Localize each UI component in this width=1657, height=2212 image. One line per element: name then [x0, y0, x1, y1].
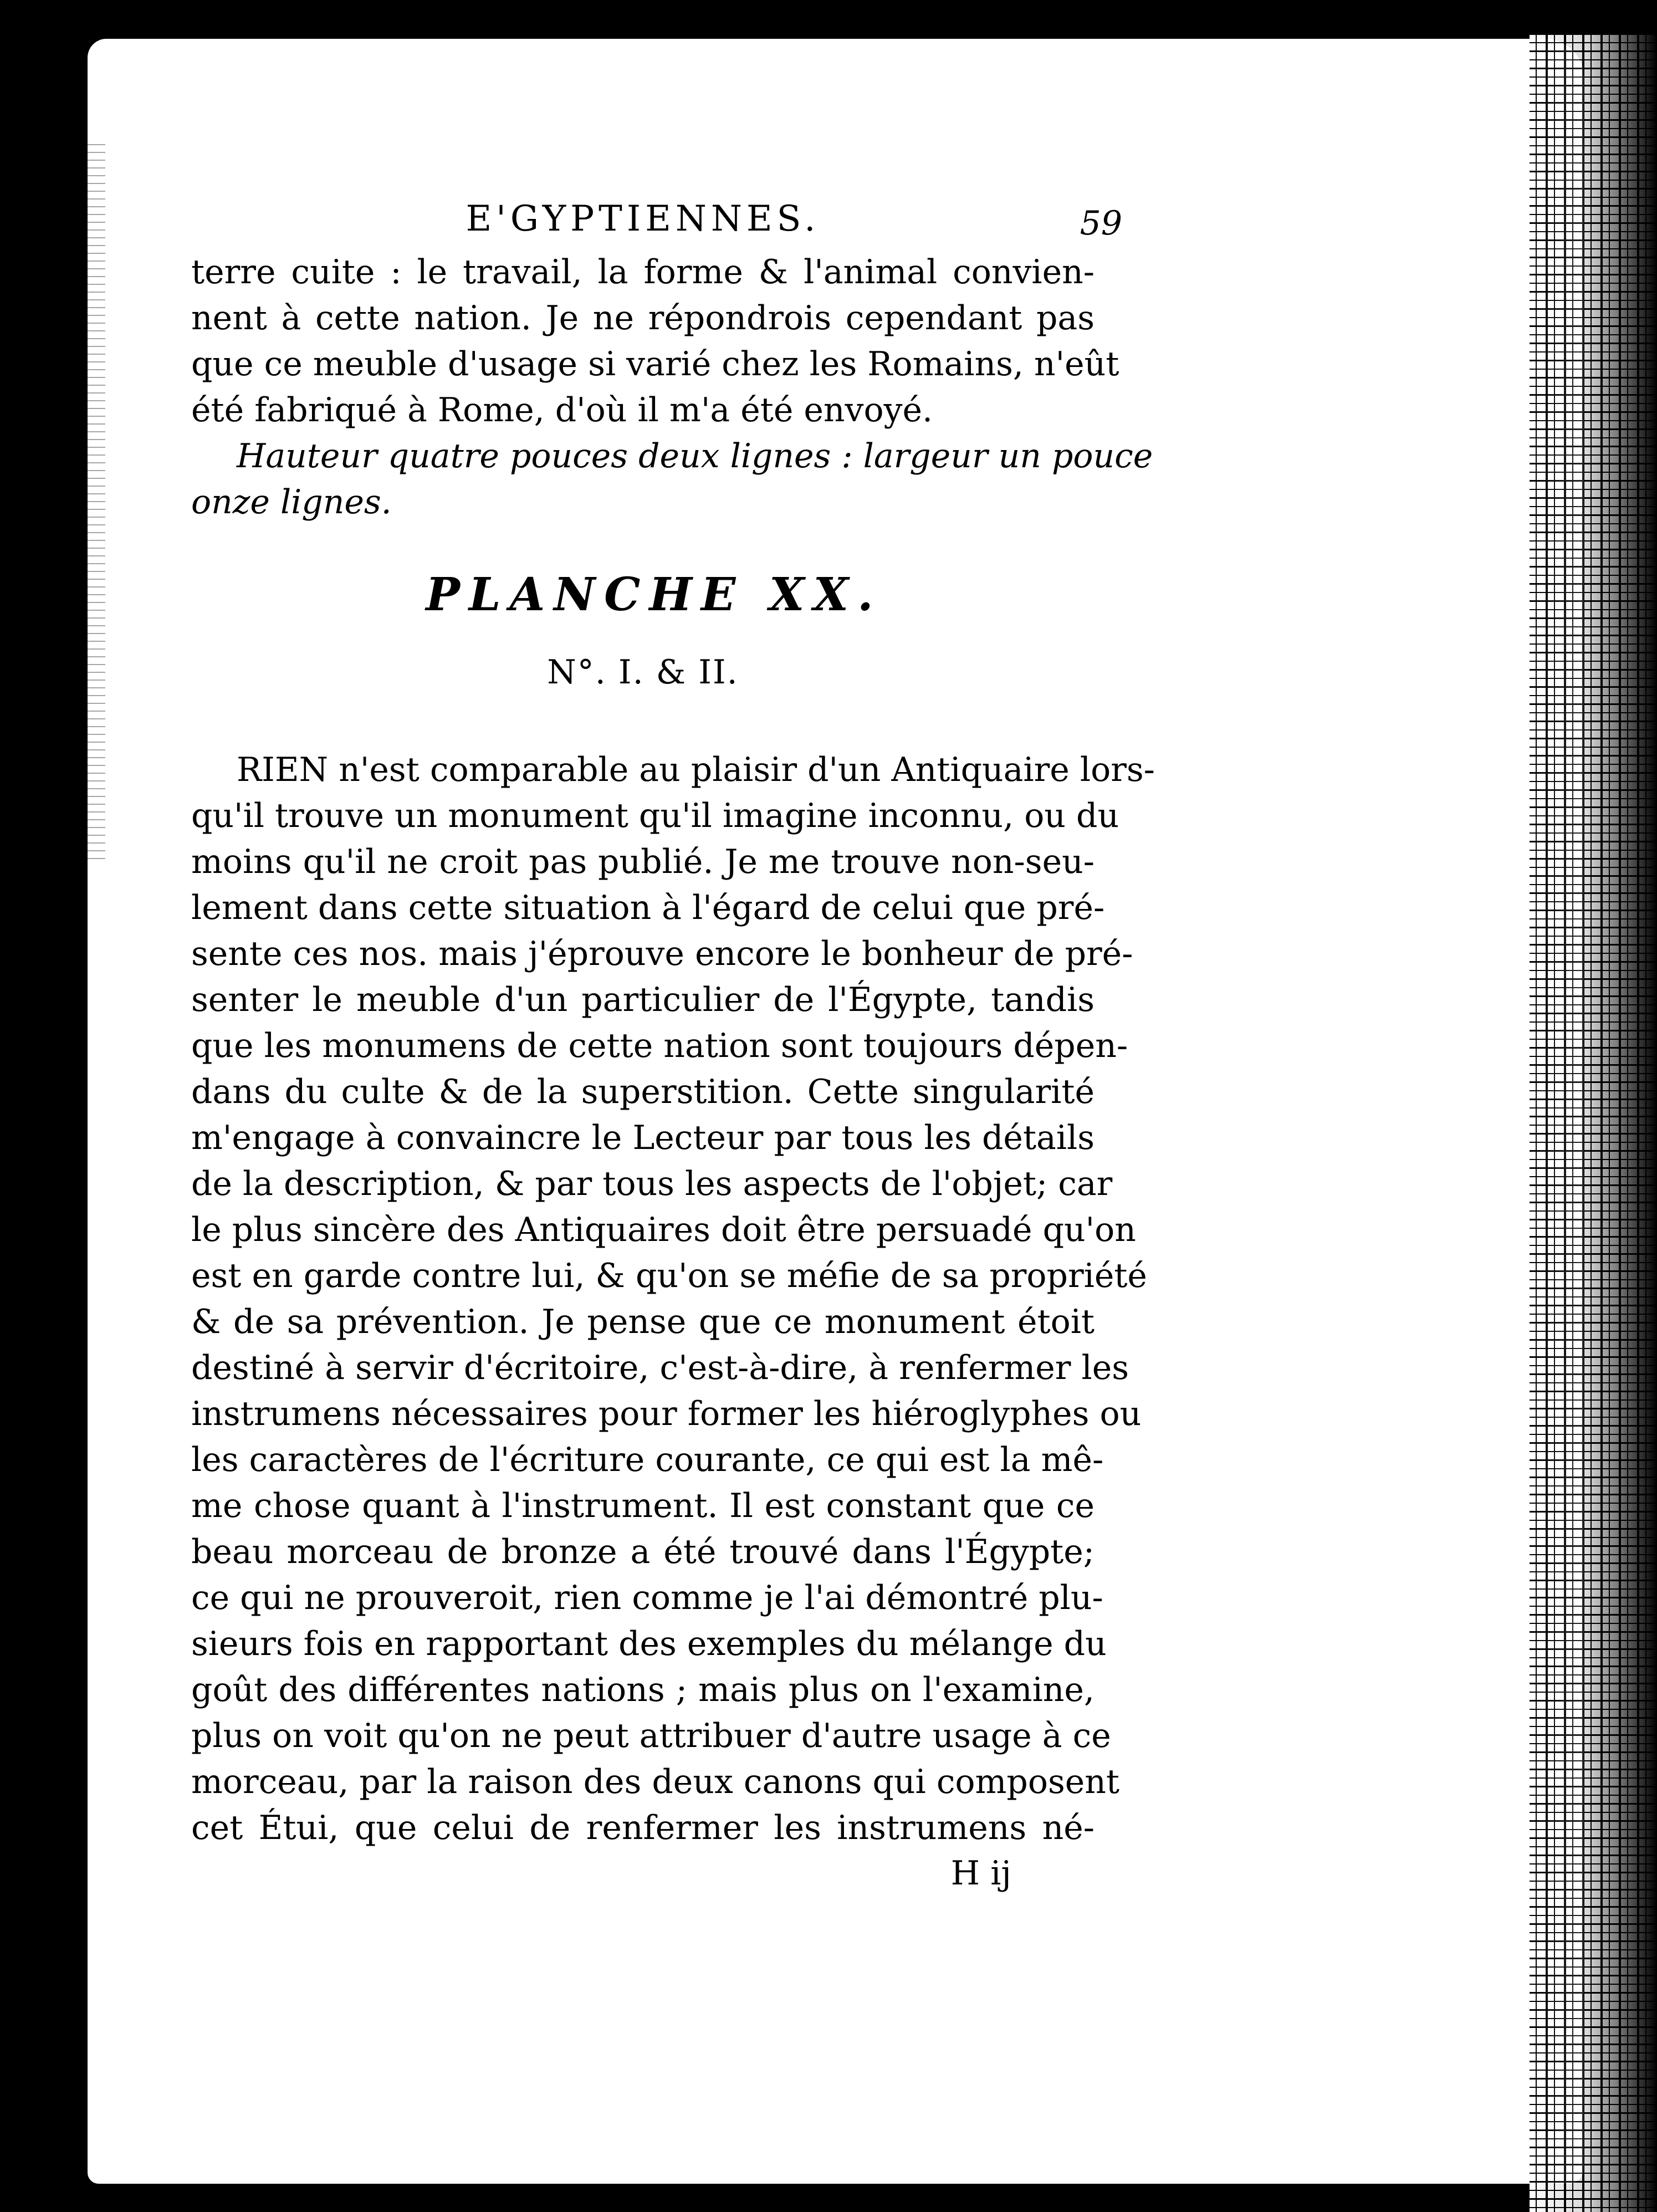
- text-line: nent à cette nation. Je ne répondrois cependant pas: [191, 299, 1095, 338]
- plate-subtitle: N°. I. & II.: [547, 653, 739, 692]
- text-line: été fabriqué à Rome, d'où il m'a été envoyé.: [191, 391, 933, 430]
- text-line: plus on voit qu'on ne peut attribuer d'autre usage à ce: [191, 1717, 1111, 1755]
- text-line: ce qui ne prouveroit, rien comme je l'ai démontré plu-: [191, 1578, 1103, 1617]
- text-line: goût des différentes nations ; mais plus on l'examine,: [191, 1671, 1095, 1709]
- text-line: me chose quant à l'instrument. Il est constant que ce: [191, 1486, 1095, 1525]
- catchword-signature: H ij: [950, 1854, 1011, 1893]
- text-line: beau morceau de bronze a été trouvé dans l'Égypte;: [191, 1532, 1095, 1571]
- text-line: qu'il trouve un monument qu'il imagine inconnu, ou du: [191, 796, 1119, 835]
- text-line: que ce meuble d'usage si varié chez les Romains, n'eût: [191, 345, 1119, 384]
- text-line: & de sa prévention. Je pense que ce monument étoit: [191, 1302, 1095, 1341]
- text-line: cet Étui, que celui de renfermer les instrumens né-: [191, 1809, 1095, 1847]
- text-line: les caractères de l'écriture courante, ce qui est la mê-: [191, 1440, 1104, 1479]
- text-line: dans du culte & de la superstition. Cette singularité: [191, 1072, 1095, 1111]
- text-line: de la description, & par tous les aspects de l'objet; car: [191, 1164, 1113, 1203]
- page-number: 59: [1080, 204, 1122, 243]
- continuation-paragraph: [191, 249, 1119, 433]
- text-line: est en garde contre lui, & qu'on se méfie de sa propriété: [191, 1256, 1147, 1295]
- text-line: le plus sincère des Antiquaires doit être persuadé qu'on: [191, 1210, 1136, 1249]
- plate-title: PLANCHE XX.: [426, 568, 882, 621]
- running-head: [191, 191, 1122, 249]
- text-line: sente ces nos. mais j'éprouve encore le bonheur de pré-: [191, 934, 1133, 973]
- gutter-speckle: [83, 139, 105, 859]
- text-line: Hauteur quatre pouces deux lignes : largeur un pouce: [237, 437, 1153, 476]
- text-line: onze lignes.: [191, 483, 392, 522]
- body-paragraph: [191, 747, 1155, 1851]
- text-line: sieurs fois en rapportant des exemples du mélange du: [191, 1624, 1107, 1663]
- text-line: lement dans cette situation à l'égard de celui que pré-: [191, 888, 1105, 927]
- text-line: m'engage à convaincre le Lecteur par tous les détails: [191, 1118, 1095, 1157]
- text-line: morceau, par la raison des deux canons qui composent: [191, 1763, 1120, 1801]
- text-line: senter le meuble d'un particulier de l'Égypte, tandis: [191, 980, 1095, 1019]
- text-line: RIEN n'est comparable au plaisir d'un Antiquaire lors-: [237, 750, 1155, 789]
- paper-deckle-edge: [1530, 33, 1657, 2212]
- text-line: destiné à servir d'écritoire, c'est-à-dire, à renfermer les: [191, 1348, 1129, 1387]
- text-line: moins qu'il ne croit pas publié. Je me trouve non-seu-: [191, 842, 1095, 881]
- text-line: terre cuite : le travail, la forme & l'animal convien-: [191, 253, 1095, 292]
- running-title: E'GYPTIENNES.: [466, 198, 820, 239]
- dimensions-note: [191, 433, 1153, 525]
- text-block: [191, 191, 1155, 1896]
- text-line: que les monumens de cette nation sont toujours dépen-: [191, 1026, 1128, 1065]
- text-line: instrumens nécessaires pour former les hiéroglyphes ou: [191, 1394, 1142, 1433]
